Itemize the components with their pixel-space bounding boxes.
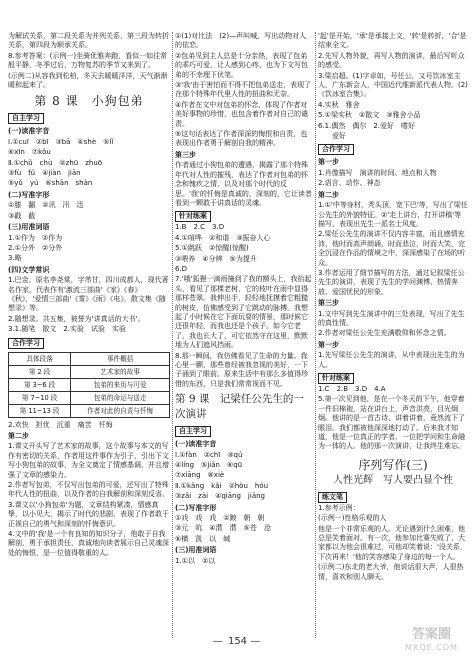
answer-text: Ⅰ.①fàn ②chī ③qú [175, 450, 243, 459]
section-box-text: 针对练案 [175, 211, 211, 222]
answer-text: ①膝 翻 ②讯 汛 迅 [8, 201, 84, 210]
answer-text: 他是一个非常乐观的人。无论遇到什么困难，他总是笑着面对。有一次，他参加比赛失败了，大家都以为他会很难过，可他却笑着说：'没关系，下次再来！'他的笑容感染了身边的每一个人。 [318, 524, 467, 561]
answer-text: '起'是开始，'承'是承接上文，'转'是转折，'合'是结束全文。 [318, 32, 467, 50]
answer-text: 5.第一次见到他，是在一个冬天的下午，他穿着一件旧棉袍，站在讲台上，声音洪亮，目光炯炯。他讲的是一首古诗，讲着讲着，竟然流下了眼泪。我们都被他深深地打动了。后来我才知道，他是一位真正的学者，一位把学问和生命融为一体的人。他的那一次演讲，让我终生难忘。 [318, 395, 465, 451]
answer-text: ③fù fǔ ④jiàn jiān [8, 169, 81, 178]
answer-text: 6.D [175, 264, 188, 273]
section-box-text: 合作学习 [8, 338, 44, 349]
section-box-label [8, 336, 170, 350]
answer-text: 为解试关系，第二段关系为并列关系，第三段为转折关系，第四段为顺承关系。 [8, 32, 169, 50]
section-box-text: 练文笔 [318, 492, 347, 503]
answer-text: 5.①跳跃 ②惊醒(惊醒) [175, 244, 249, 253]
section-heading: 第二步 [318, 190, 339, 199]
answer-text: 8.那一瞬间，我仿佛看见了生命的力量。我心里一颤，那些曾经被我忽视的美好，一下子涌到了眼前。原来生活中有那么多值得珍惜的东西，只是我们常常视而不见。 [175, 351, 308, 388]
answer-text: 5.①梁实秋 ②散文 ③雅舍小品 [318, 111, 421, 120]
answer-text: ③喂养 ④分辨 ⑤为提升 [175, 254, 257, 263]
section-box-label [318, 490, 468, 504]
table-header-cell: 具体段落 [9, 352, 71, 365]
section-heading: (一)读准字音 [175, 440, 217, 449]
table-cell: 包弟的来历与可爱 [71, 378, 170, 391]
section-heading: 第三步 [318, 299, 339, 308]
answer-text: 1.C 2.B 3.D 4.A [318, 385, 386, 393]
section-box-text: 自主学习 [8, 113, 44, 124]
table-row [9, 391, 170, 404]
section-heading: (四)文学常识 [8, 265, 50, 274]
section-box-text: 针对练案 [318, 373, 354, 384]
section-heading: 第一步 [318, 340, 339, 349]
table-header-cell: 事件概括 [71, 352, 170, 365]
answer-text: Ⅱ.①chǔ chù ②zhū zhuō [8, 158, 103, 167]
answer-text: 3.课文以'小狗包弟'为题，文章结构紧凑，情感真挚，以小见大，揭示了时代的悲剧，表现了作者敢于正视自己的勇气和深刻的忏悔意识。 [8, 500, 169, 528]
page-number: 154 [227, 636, 248, 647]
answer-text: 4.文中的'我'是一个有良知的知识分子，他敢于自我解剖，勇于承担责任，真诚地向读者展示自己灵魂深处的悔恨，是一位值得敬重的人。 [8, 530, 169, 557]
answer-text: 2.①分外 ②分外 [8, 243, 63, 252]
answer-column-middle [175, 32, 313, 567]
table-cell: 包弟的命运与送走 [71, 391, 170, 404]
answer-column-right [318, 32, 468, 583]
answer-text: 7.'哦'狐狸一滴雨撞到了我的额头上，我抬起头，看见了那棵老树，它的枝叶在雨中显得那样苍翠。我伸出手，轻轻地抚摸着它粗糙的树皮，仿佛感受到了它跳动的脉搏。我想起了小时候在它下面玩耍的情景，那时候它还很年轻，而我也还是个孩子。如今它老了，我也长大了，可它依然守在这里，默默地为人们遮风挡雨。 [175, 275, 312, 350]
section-heading: 第三步 [175, 150, 196, 159]
answer-text: 2.梁任公先生的演讲不仅内容丰富，而且感情充沛，他时而高声朗诵，时而悲泣，时而大笑，完全沉浸在作品的情境之中，深深感染了在场的听众。 [318, 230, 465, 267]
answer-text: ②包弟见到主人总是十分亲热，表现了包弟的乖巧可爱，让人感到心疼，也为下文写包弟的不幸埋下伏笔。 [175, 51, 308, 79]
answer-text: 2.语言、动作、神态 [318, 179, 381, 188]
answer-text: 4.①喧哗 ②和谐 ③振奋人心 [175, 233, 271, 242]
answer-text: 爱好 [318, 132, 346, 141]
table-cell: 第 7~10 段 [9, 391, 71, 404]
answer-text: 2.随想录。共五集，被誉为'讲真话的大书'。 [8, 314, 145, 323]
table-row [9, 365, 170, 378]
answer-text: 作者通过小狗包弟的遭遇，揭露了那个特殊年代对人性的摧残，表达了作者对包弟的怀念和愧疚之情，以及对那个时代的反思。'我'的忏悔是真诚的，深刻的，它让读者看到一颗敢于讲真话的灵魂。 [175, 161, 312, 207]
answer-text: 2.欢快 担忧 沉重 痛苦 忏悔 [8, 420, 113, 429]
answer-text: ③元 吭 ④潸 潸 ⑤苍 沧 [175, 524, 271, 533]
table-cell: 第 11~13 段 [9, 404, 71, 417]
section-heading: (三)用准词语 [175, 546, 217, 555]
footer-dash-right: — [250, 636, 263, 647]
answer-text: 1.文中写到先生演讲中的三处表现，写出了先生的真性情。 [318, 309, 465, 327]
table-cell: 艺术家的故事 [71, 365, 170, 378]
answer-text: 6.1.偶然 偶尔 2.爱好 嗜好 [318, 121, 416, 130]
answer-text: 2.作者对梁任公先生充满敬仰和怀念之情。 [318, 329, 451, 338]
answer-text: 3.1.随笔 散文 2.实验 试验 实验 [8, 325, 127, 334]
column-divider [315, 32, 316, 638]
lesson-title: 第 8 课 小狗包弟 [34, 94, 144, 109]
section-heading: 第一步 [318, 158, 339, 167]
section-heading: (二)写准字形 [175, 503, 217, 512]
answer-column-left [8, 32, 170, 559]
table-cell: 第 3~6 段 [9, 378, 71, 391]
footer-dash-left: — [212, 636, 225, 647]
answer-text: ④作者在文中对包弟的怀念，体现了作者对美好事物的珍惜，也包含着作者对自己的谴责。 [175, 100, 308, 128]
watermark-logo [394, 628, 469, 654]
lesson-title: 第 9 课 记梁任公先生的一次演讲 [175, 393, 304, 421]
section-box-text: 自主学习 [175, 426, 211, 437]
answer-text: Ⅱ.①kǎng kǎi ②hòu hóu [175, 481, 269, 490]
answer-text: ③戳 截 [8, 211, 36, 220]
answer-text: ③zǎi zài ④qiāng jiāng [175, 492, 265, 501]
answer-text: ③'我'由于害怕而不得不把包弟送走，表现了在那个特殊年代里人性的扭曲和无奈。 [175, 81, 312, 99]
section-box-label [175, 209, 313, 223]
answer-text: ④líng ⑤jiǎn ⑥qū [175, 461, 243, 470]
answer-text: (示例二)从容我到松柏，冬天去暖暖洋洋，天气渐渐暖和起来了。 [8, 71, 168, 90]
answer-text: 1.参考示例： [318, 503, 360, 512]
answer-text: 4.实秋 雅舍 [318, 100, 360, 109]
answer-text: 1.①以 ②以 [175, 556, 216, 565]
answer-text: Ⅰ.①cuī ②bī ③bā ④shè ⑤lǐ [8, 137, 114, 146]
answer-text: 8.参考答案：(示例一)坐骑优雅奔跑，看似一如往常般平静，冬季过后，万物复苏的季节又来到了。 [8, 51, 168, 70]
column-divider [172, 32, 173, 638]
answer-text: 1.肖像描写 演讲的时间、地点和人物 [318, 168, 437, 177]
answer-text: ⑦xiāng ⑧xiè [175, 471, 225, 480]
answer-text: 1.课文开头写了艺术家的故事，这个故事与本文的写作有密切的关系，作者用这件事作为引子，引出下文写小狗包弟的故事，为全文奠定了情感基调，并且增强了文章的感染力。 [8, 442, 169, 479]
table-row [9, 378, 170, 391]
watermark-title: 答案圈 [411, 627, 451, 642]
answer-text: 1.巴金。原名李尧棠，字芾甘，四川成都人，现代著名作家。代表作有'激流三部曲'《家》《春》《秋》，'爱情三部曲'《雾》《雨》《电》，散文集《随想录》等。 [8, 276, 169, 313]
section-heading: (二)写准字形 [8, 190, 50, 199]
answer-text: 2.作者写包弟，不仅写出包弟的可爱，还写出了特殊年代人性的扭曲，以及作者的自我解剖和深刻反省。 [8, 481, 169, 499]
section-heading: 第二步 [8, 431, 29, 440]
section-box-label [175, 424, 313, 438]
answer-text: ⑤这句话表达了作者深深的悔恨和自责，也表现出作者勇于解剖自我的精神。 [175, 130, 308, 148]
section-heading: (一)读准字音 [8, 127, 50, 136]
answer-text: 3.略 [8, 254, 22, 263]
table-cell: 作者对此的自责与忏悔 [71, 404, 170, 417]
answer-text: 3.梁启超。(1)字卓如，号任公，又号饮冰室主人，广东新会人，中国近代维新派代表人物。(2)《饮冰室合集》。 [318, 71, 468, 99]
summary-table [8, 352, 170, 418]
table-row [9, 404, 170, 417]
answer-text: 2.先写人物外貌，再写人物的演讲，最后写听众的感受。 [318, 51, 465, 70]
section-heading: (三)用准词语 [8, 223, 50, 232]
answer-text: 3.作者运用了细节描写的方法，通过记叙梁任公先生的演讲，表现了先生的学问渊博、热情奔放、爱国忧民的形象。 [318, 268, 465, 296]
answer-text: (示例一)性格乐观的人 [318, 514, 387, 523]
unit-subtitle: 人性光辉 写人要凸显个性 [333, 474, 453, 486]
section-box-label [318, 142, 468, 156]
answer-text: ⑤yǔ yú ⑥shān shàn [8, 179, 93, 188]
watermark-url: MXQE.COM [404, 643, 459, 652]
answer-text: 1.B 2.C 3.D [175, 223, 225, 232]
unit-title: 序列写作(三) [358, 457, 428, 472]
answer-text: ⑥xīn ⑦kǒu [8, 148, 51, 157]
answer-text: ①(1)对比法 (2)—声叫喊，写出动物对人的依恋。 [175, 32, 307, 50]
answer-text: ①戏 戏 戏 ②踱 朝 朝 [175, 514, 265, 523]
answer-text: 1.①作为 ②作为 [8, 233, 63, 242]
section-box-label [8, 111, 170, 125]
table-cell: 第 2 段 [9, 365, 71, 378]
section-box-text: 合作学习 [318, 144, 354, 155]
answer-text: ⑥横 凯 以 缄 [175, 534, 231, 543]
answer-text: (示例二)东北的老大爷，他说话很大声，人很热情，喜欢和别人聊天。 [318, 563, 464, 581]
section-box-label [318, 371, 468, 385]
answer-text: 1.①'中等身材，秃头顶，宽下巴'等，写出了梁任公先生的外貌特征。②'走上讲台，打开讲稿'等描写，表现出先生一派名士风度。 [318, 201, 468, 228]
answer-text: 1.先写梁任公先生的演讲，从中表现出先生的为人。 [318, 351, 465, 369]
